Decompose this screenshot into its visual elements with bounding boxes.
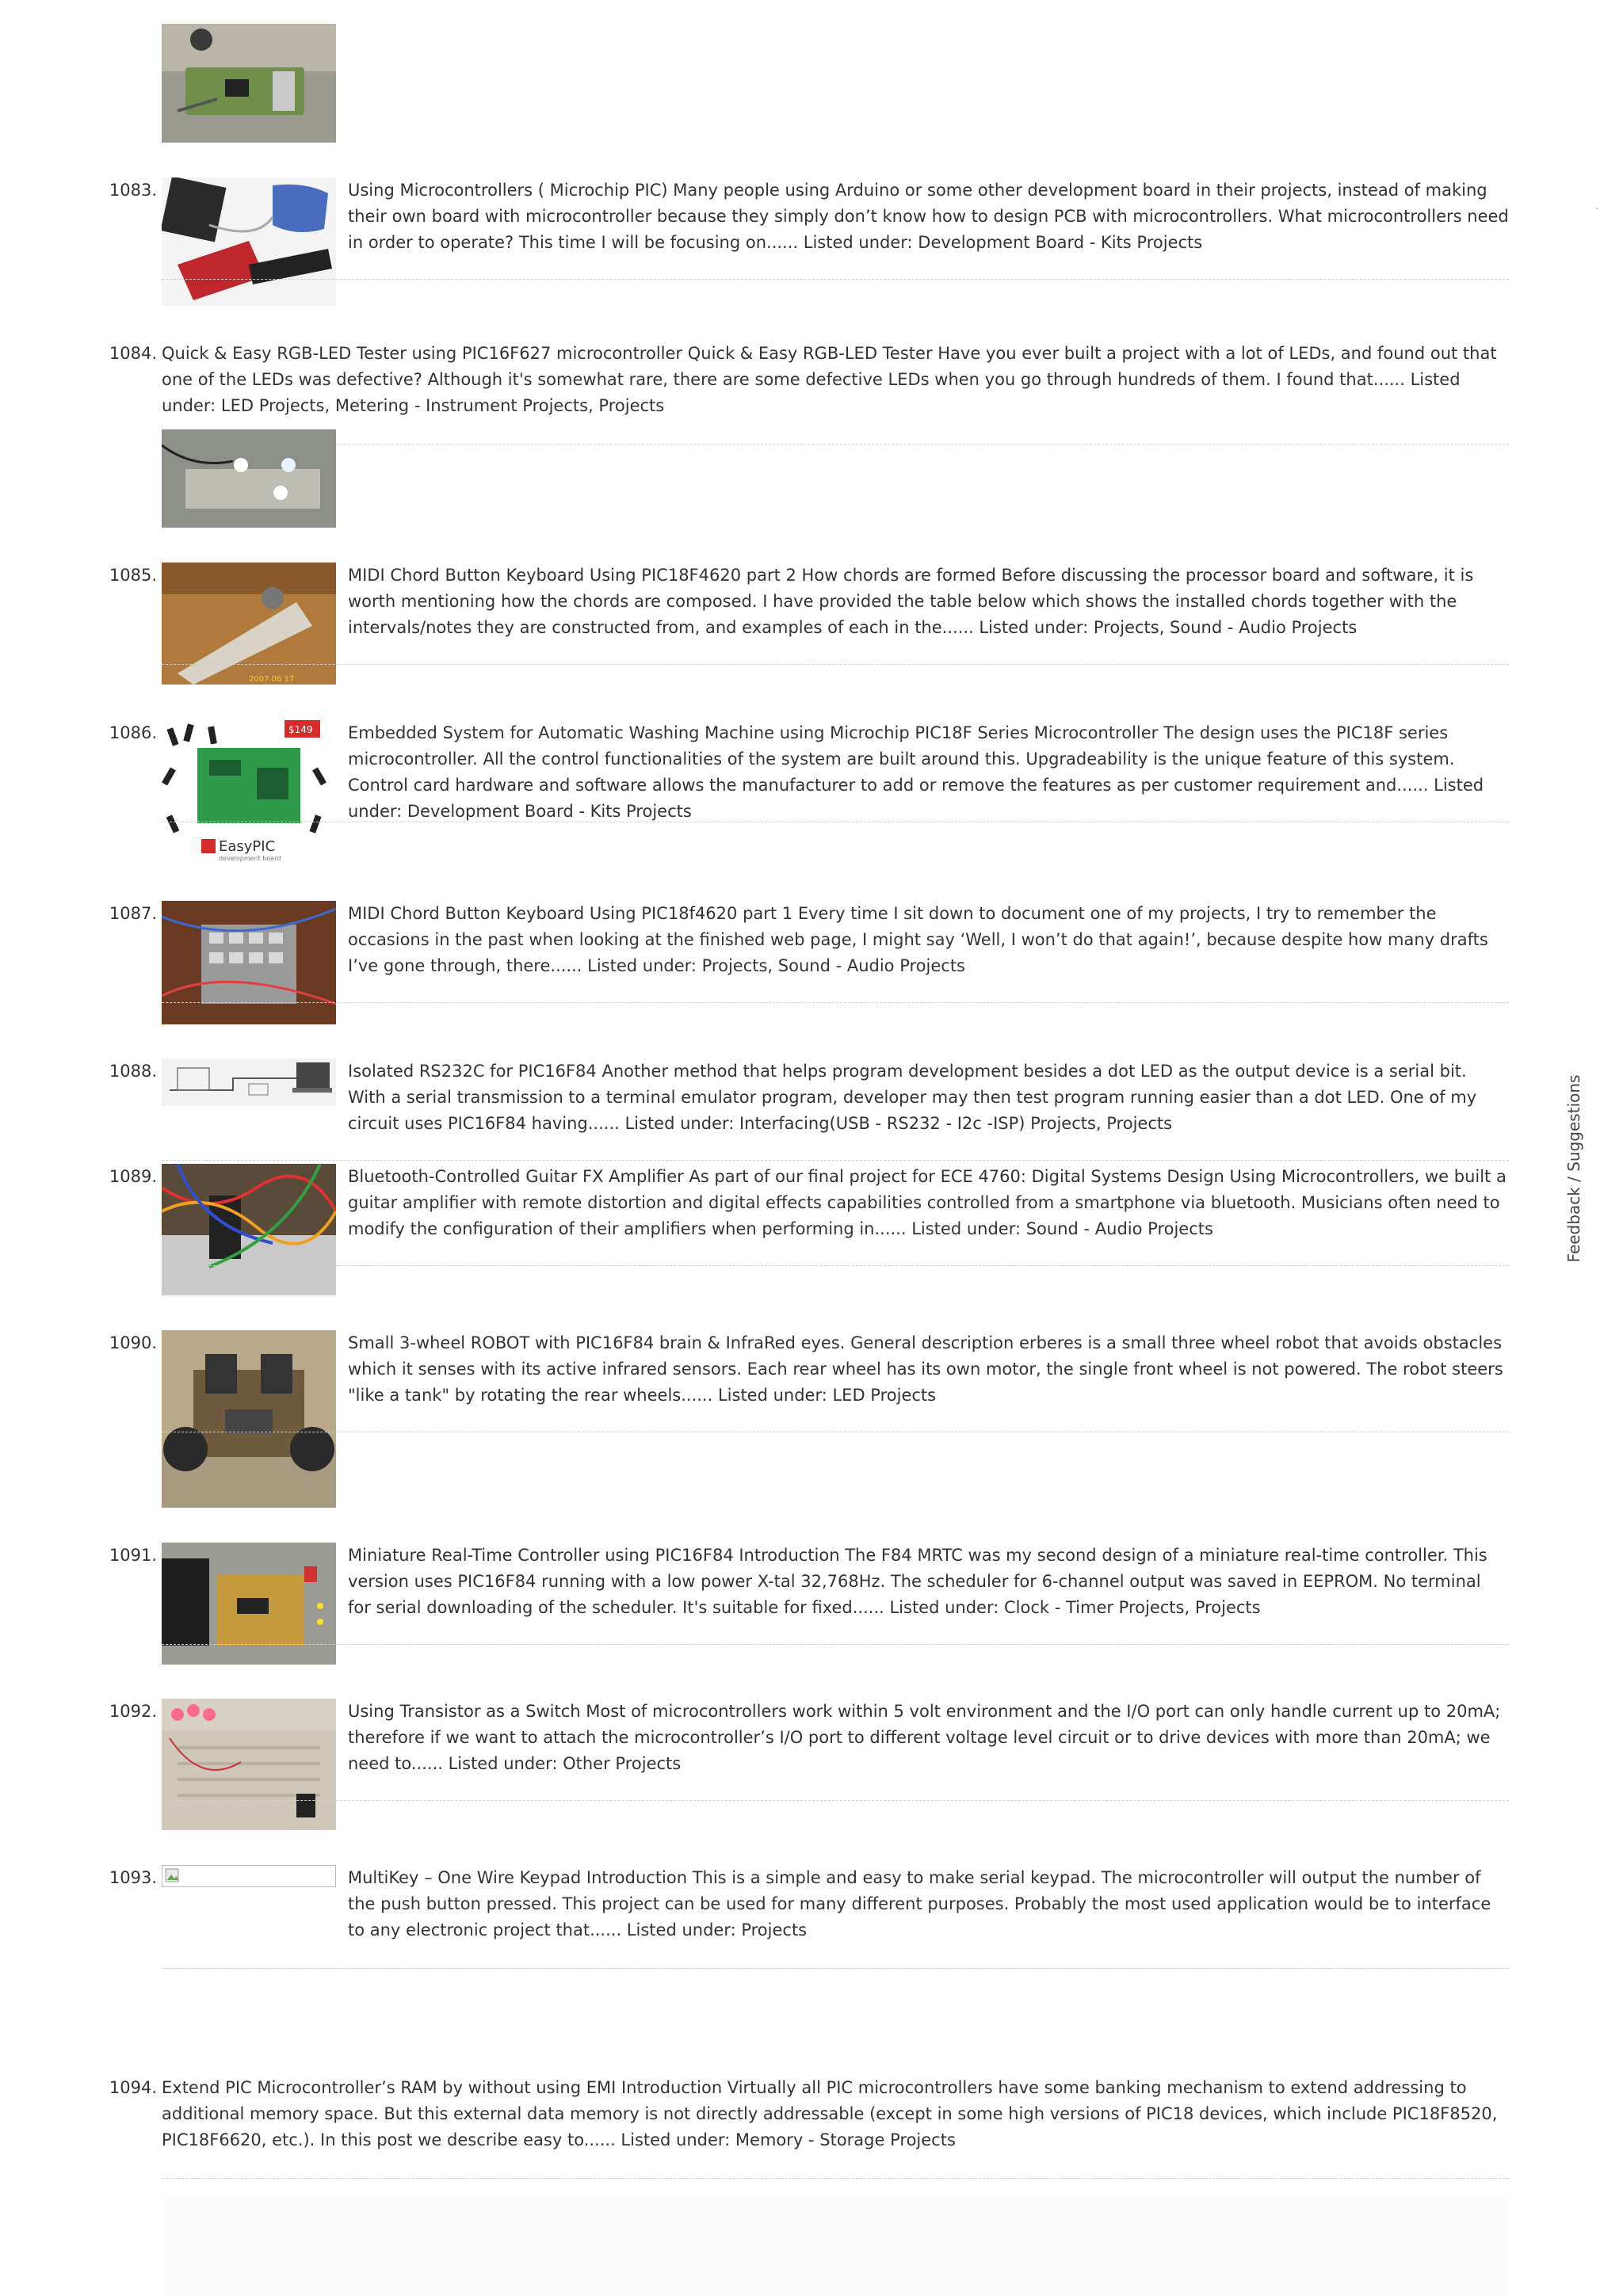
brand-sublabel: development board	[219, 855, 281, 862]
item-number: 1090.	[109, 1333, 157, 1352]
item-separator	[162, 1002, 1509, 1003]
item-number: 1084.	[109, 344, 157, 363]
feedback-tab-label[interactable]: Feedback / Suggestions	[1564, 1074, 1583, 1263]
item-description[interactable]: Quick & Easy RGB-LED Tester using PIC16F627 microcontroller Quick & Easy RGB-LED Tester Have you ever built a project with a lot of LEDs, and found out that one of the LEDs was defective? Although it's somewhat rare, there are some defective LEDs when you go through hundreds of them. I found that...... Listed under: LED Projects, Metering - Instrument Projects, Projects	[162, 344, 1497, 415]
item-separator	[162, 1644, 1509, 1645]
item-number: 1089.	[109, 1167, 157, 1186]
item-description[interactable]: Small 3-wheel ROBOT with PIC16F84 brain & InfraRed eyes. General description erberes is a small three wheel robot that avoids obstacles which it senses with its active infrared sensors. Each rear wheel has its own motor, the single front wheel is not powered. The robot steers "like a tank" by rotating the rear wheels...... Listed under: LED Projects	[348, 1333, 1503, 1405]
project-thumbnail[interactable]	[162, 1543, 336, 1665]
brand-label: EasyPIC	[219, 838, 276, 855]
item-separator	[162, 1160, 1509, 1161]
item-number: 1087.	[109, 904, 157, 923]
item-description[interactable]: Bluetooth-Controlled Guitar FX Amplifier As part of our final project for ECE 4760: Digital Systems Design Using Microcontrollers, we built a guitar amplifier with remote distortion and digital effects capabilities controlled from a smartphone via bluetooth. Musicians often need to modify the configuration of their amplifiers when performing in...... Listed under: Sound - Audio Projects	[348, 1167, 1507, 1238]
project-thumbnail[interactable]	[162, 720, 336, 863]
project-thumbnail[interactable]	[162, 177, 336, 306]
item-number: 1083.	[109, 181, 157, 200]
project-thumbnail[interactable]	[162, 24, 336, 143]
item-description[interactable]: Isolated RS232C for PIC16F84 Another method that helps program development besides a dot LED as the output device is a serial bit. With a serial transmission to a terminal emulator program, developer may then test program running easier than a dot LED. One of my circuit uses PIC16F84 having...... Listed under: Interfacing(USB - RS232 - I2c -ISP) Projects, Projects	[348, 1062, 1477, 1133]
broken-image-thumbnail[interactable]	[162, 1865, 336, 1887]
item-number: 1088.	[109, 1062, 157, 1081]
item-description[interactable]: Miniature Real-Time Controller using PIC16F84 Introduction The F84 MRTC was my second design of a miniature real-time controller. This version uses PIC16F84 running with a low power X-tal 32,768Hz. The scheduler for 6-channel output was saved in EEPROM. No terminal for serial downloading of the scheduler. It's suitable for fixed...... Listed under: Clock - Timer Projects, Projects	[348, 1546, 1487, 1617]
project-thumbnail[interactable]	[162, 1164, 336, 1295]
scroll-indicator	[1596, 208, 1598, 209]
item-number: 1086.	[109, 723, 157, 742]
item-description[interactable]: MIDI Chord Button Keyboard Using PIC18F4620 part 2 How chords are formed Before discussing the processor board and software, it is worth mentioning how the chords are composed. I have provided the table below which shows the installed chords together with the intervals/notes they are constructed from, and examples of each in the...... Listed under: Projects, Sound - Audio Projects	[348, 566, 1474, 637]
item-number: 1094.	[109, 2078, 157, 2097]
item-separator	[162, 2178, 1509, 2179]
item-description[interactable]: Using Transistor as a Switch Most of microcontrollers work within 5 volt environment and the I/O port can only handle current up to 20mA; therefore if we want to attach the microcontroller’s I/O port to different voltage level circuit or to drive devices with more than 20mA; we need to...... Listed under: Other Projects	[348, 1702, 1501, 1773]
item-description[interactable]: Embedded System for Automatic Washing Machine using Microchip PIC18F Series Microcontroller The design uses the PIC18F series microcontroller. All the control functionalities of the system are built around this. Upgradeability is the unique feature of this system. Control card hardware and software allows the manufacturer to add or remove the features as per customer requirement and...... Listed under: Development Board - Kits Projects	[348, 723, 1484, 821]
next-item-placeholder	[162, 2195, 1509, 2296]
item-number: 1092.	[109, 1702, 157, 1721]
item-description[interactable]: MultiKey – One Wire Keypad Introduction This is a simple and easy to make serial keypad. The microcontroller will output the number of the push button pressed. This project can be used for many different purposes. Probably the most used application would be to interface to any electronic project that...... Listed under: Projects	[348, 1868, 1491, 1939]
item-description[interactable]: Extend PIC Microcontroller’s RAM by without using EMI Introduction Virtually all PIC microcontrollers have some banking mechanism to extend addressing to additional memory space. But this external data memory is not directly addressable (except in some high versions of PIC18 devices, which include PIC18F8520, PIC18F6620, etc.). In this post we describe easy to...... Listed under: Memory - Storage Projects	[162, 2078, 1498, 2149]
project-thumbnail[interactable]	[162, 901, 336, 1024]
item-description[interactable]: Using Microcontrollers ( Microchip PIC) Many people using Arduino or some other development board in their projects, instead of making their own board with microcontroller because they simply don’t know how to design PCB with microcontrollers. What microcontrollers need in order to operate? This time I will be focusing on...... Listed under: Development Board - Kits Projects	[348, 181, 1509, 252]
project-thumbnail[interactable]	[162, 1330, 336, 1508]
item-number: 1085.	[109, 566, 157, 585]
item-description[interactable]: MIDI Chord Button Keyboard Using PIC18f4620 part 1 Every time I sit down to document one of my projects, I try to remember the occasions in the past when looking at the finished web page, I might say ‘Well, I won’t do that again!’, because despite how many drafts I’ve gone through, there...... Listed under: Projects, Sound - Audio Projects	[348, 904, 1488, 975]
project-thumbnail[interactable]	[162, 1699, 336, 1830]
item-separator	[162, 1265, 1509, 1266]
item-separator	[162, 279, 1509, 280]
svg-text:2007 06 17: 2007 06 17	[249, 675, 295, 684]
project-thumbnail[interactable]	[162, 429, 336, 528]
project-thumbnail[interactable]	[162, 1058, 336, 1106]
item-number: 1091.	[109, 1546, 157, 1565]
item-number: 1093.	[109, 1868, 157, 1887]
project-thumbnail[interactable]	[162, 563, 336, 685]
item-separator	[162, 1968, 1509, 1969]
item-separator	[162, 1800, 1509, 1801]
item-separator	[162, 664, 1509, 665]
price-badge: $149	[288, 724, 313, 735]
